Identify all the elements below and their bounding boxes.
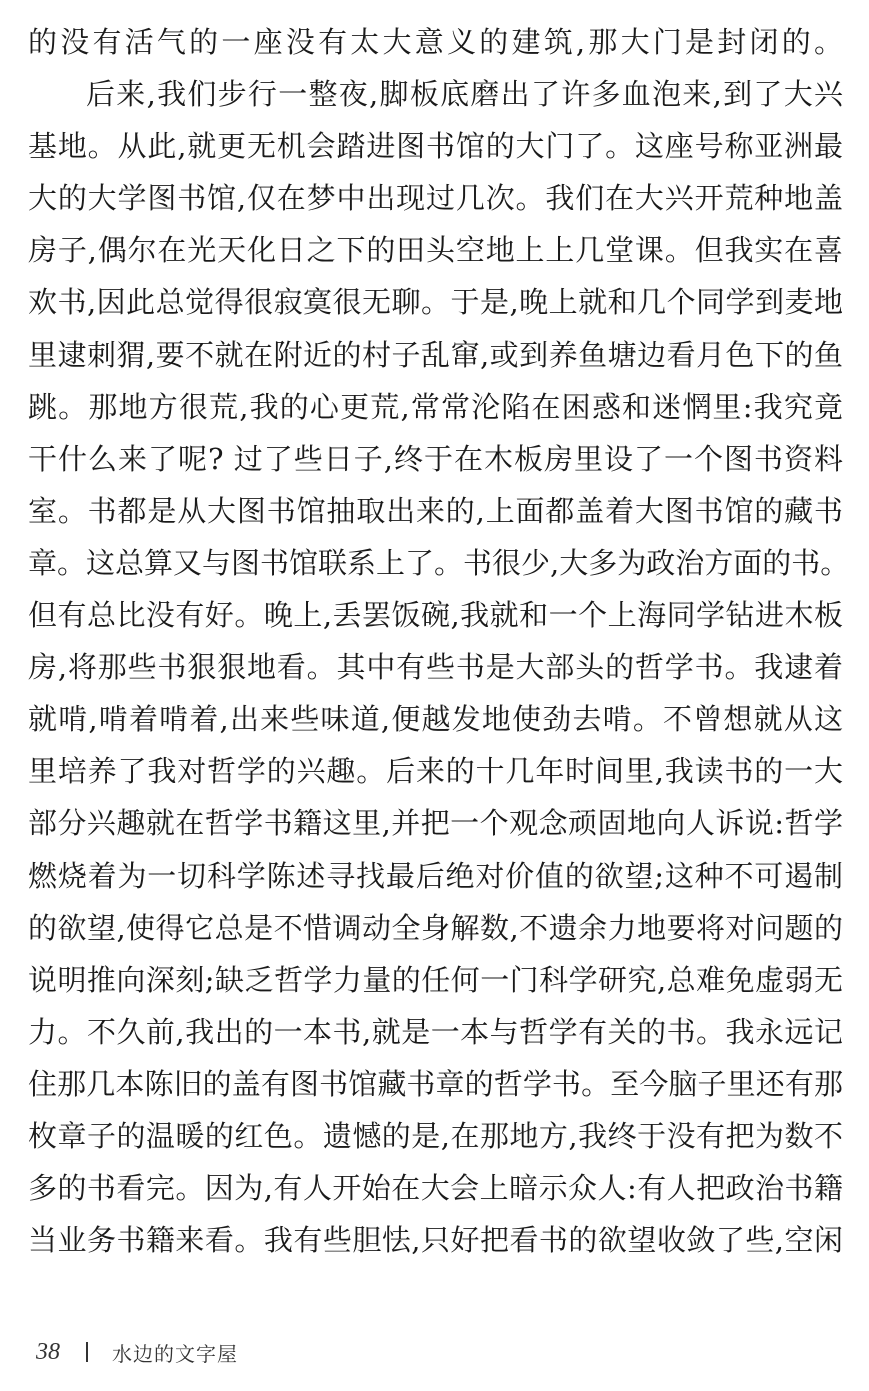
- text-line: 但有总比没有好。晚上,丢罢饭碗,我就和一个上海同学钻进木板: [28, 598, 843, 633]
- text-line: 的欲望,使得它总是不惜调动全身解数,不遗余力地要将对问题的: [28, 910, 843, 945]
- text-line: 燃烧着为一切科学陈述寻找最后绝对价值的欲望;这种不可遏制: [28, 858, 843, 893]
- page-footer: [36, 1334, 238, 1370]
- page-number: 38: [36, 1338, 60, 1365]
- text-line: 部分兴趣就在哲学书籍这里,并把一个观念顽固地向人诉说:哲学: [28, 806, 843, 841]
- text-line: 力。不久前,我出的一本书,就是一本与哲学有关的书。我永远记: [28, 1014, 843, 1049]
- text-line: 大的大学图书馆,仅在梦中出现过几次。我们在大兴开荒种地盖: [28, 181, 843, 216]
- footer-divider: [86, 1342, 88, 1362]
- text-line: 后来,我们步行一整夜,脚板底磨出了许多血泡来,到了大兴: [86, 77, 843, 112]
- text-line: 当业务书籍来看。我有些胆怯,只好把看书的欲望收敛了些,空闲: [28, 1223, 843, 1258]
- text-line: 就啃,啃着啃着,出来些味道,便越发地使劲去啃。不曾想就从这: [28, 702, 843, 737]
- text-line: 房,将那些书狠狠地看。其中有些书是大部头的哲学书。我逮着: [28, 650, 843, 685]
- text-line: 室。书都是从大图书馆抽取出来的,上面都盖着大图书馆的藏书: [28, 493, 843, 528]
- text-line: 章。这总算又与图书馆联系上了。书很少,大多为政治方面的书。: [28, 545, 850, 580]
- text-line: 欢书,因此总觉得很寂寞很无聊。于是,晚上就和几个同学到麦地: [28, 285, 843, 320]
- running-title: 水边的文字屋: [112, 1341, 238, 1366]
- text-line: 的没有活气的一座没有太大意义的建筑,那大门是封闭的。: [28, 25, 843, 59]
- text-line: 房子,偶尔在光天化日之下的田头空地上上几堂课。但我实在喜: [28, 233, 843, 268]
- text-line: 说明推向深刻;缺乏哲学力量的任何一门科学研究,总难免虚弱无: [28, 962, 843, 997]
- text-line: 干什么来了呢? 过了些日子,终于在木板房里设了一个图书资料: [28, 441, 843, 476]
- text-line: 里培养了我对哲学的兴趣。后来的十几年时间里,我读书的一大: [28, 754, 843, 789]
- text-line: 多的书看完。因为,有人开始在大会上暗示众人:有人把政治书籍: [28, 1171, 843, 1206]
- page-body: [28, 16, 850, 1266]
- text-line: 跳。那地方很荒,我的心更荒,常常沦陷在困惑和迷惘里:我究竟: [28, 389, 843, 424]
- text-line: 枚章子的温暖的红色。遗憾的是,在那地方,我终于没有把为数不: [28, 1118, 843, 1153]
- text-line: 住那几本陈旧的盖有图书馆藏书章的哲学书。至今脑子里还有那: [28, 1066, 843, 1101]
- text-line: 里逮刺猬,要不就在附近的村子乱窜,或到养鱼塘边看月色下的鱼: [28, 337, 843, 372]
- text-line: 基地。从此,就更无机会踏进图书馆的大门了。这座号称亚洲最: [28, 129, 843, 164]
